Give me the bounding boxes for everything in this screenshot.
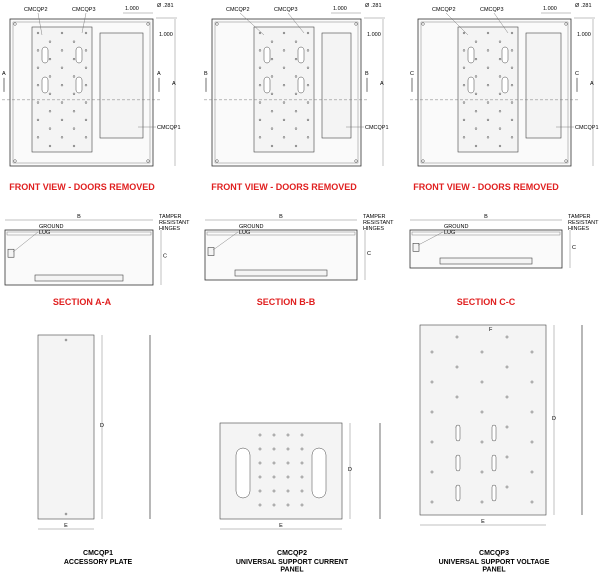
plate-hole bbox=[73, 93, 75, 95]
dim-top-1000: 1.000 bbox=[125, 6, 139, 12]
plate-slot bbox=[76, 77, 82, 93]
label-ground-lug: GROUND LUG bbox=[444, 224, 469, 237]
plate-hole bbox=[511, 32, 513, 34]
plate-slot bbox=[42, 47, 48, 63]
plate-hole bbox=[506, 336, 508, 338]
section-ground-lug-body bbox=[8, 249, 14, 257]
front-view-title: FRONT VIEW - DOORS REMOVED bbox=[211, 182, 357, 192]
dim-width-b: B bbox=[77, 214, 81, 220]
label-tamper-hinges: TAMPER RESISTANT HINGES bbox=[568, 214, 599, 233]
plate-hole bbox=[259, 476, 261, 478]
plate-hole bbox=[481, 471, 483, 473]
plate-hole bbox=[431, 381, 433, 383]
plate-hole bbox=[259, 49, 261, 51]
plate-hole bbox=[283, 67, 285, 69]
plate-hole bbox=[37, 49, 39, 51]
plate-hole bbox=[49, 76, 51, 78]
front-view-title: FRONT VIEW - DOORS REMOVED bbox=[413, 182, 559, 192]
plate-hole bbox=[49, 58, 51, 60]
plate-hole bbox=[37, 102, 39, 104]
plate-cmcqp3 bbox=[420, 325, 582, 574]
label-cmcqp1: CMCQP1 bbox=[365, 125, 389, 131]
plate-hole bbox=[61, 119, 63, 121]
plate-slot bbox=[502, 77, 508, 93]
plate-hole bbox=[271, 58, 273, 60]
plate-hole bbox=[283, 32, 285, 34]
dim-height-d: D bbox=[552, 416, 556, 422]
plate-hole bbox=[283, 119, 285, 121]
plate-slot bbox=[492, 485, 496, 501]
plate-hole bbox=[475, 93, 477, 95]
section-mark-left: A bbox=[2, 70, 6, 77]
plate-hole bbox=[49, 145, 51, 147]
plate-hole bbox=[475, 76, 477, 78]
plate-hole bbox=[85, 67, 87, 69]
plate-hole bbox=[259, 448, 261, 450]
plate-hole bbox=[463, 102, 465, 104]
section-mark-left: C bbox=[410, 70, 414, 77]
plate-hole bbox=[271, 41, 273, 43]
dim-width-b: B bbox=[484, 214, 488, 220]
dim-width-e: E bbox=[481, 519, 485, 525]
plate-hole bbox=[73, 145, 75, 147]
plate-hole bbox=[259, 490, 261, 492]
plate-hole bbox=[273, 476, 275, 478]
mounting-hole bbox=[355, 160, 358, 163]
dim-depth-c: C bbox=[572, 245, 576, 251]
plate-hole bbox=[85, 102, 87, 104]
plate-hole bbox=[287, 504, 289, 506]
plate-hole bbox=[73, 58, 75, 60]
dim-height-d: D bbox=[348, 467, 352, 473]
section-title: SECTION B-B bbox=[256, 297, 316, 307]
plate-hole bbox=[531, 441, 533, 443]
section-ground-lug-body bbox=[413, 243, 419, 251]
plate-hole bbox=[73, 41, 75, 43]
mounting-hole bbox=[422, 160, 425, 163]
dim-width-e: E bbox=[279, 523, 283, 529]
plate-hole bbox=[506, 366, 508, 368]
plate-hole bbox=[283, 102, 285, 104]
dim-width-b: B bbox=[279, 214, 283, 220]
plate-slot bbox=[468, 47, 474, 63]
label-cmcqp3: CMCQP3 bbox=[274, 7, 298, 13]
plate-part-number: CMCQP3 bbox=[479, 550, 509, 557]
plate-hole bbox=[307, 136, 309, 138]
front-view-1 bbox=[2, 3, 181, 192]
plate-name: UNIVERSAL SUPPORT VOLTAGE PANEL bbox=[438, 559, 550, 574]
mounting-hole bbox=[422, 23, 425, 26]
dim-side-1000: 1.000 bbox=[159, 32, 173, 38]
plate-slot bbox=[42, 77, 48, 93]
plate-hole bbox=[487, 136, 489, 138]
plate-hole bbox=[49, 128, 51, 130]
dim-top-1000: 1.000 bbox=[333, 6, 347, 12]
plate-hole bbox=[511, 49, 513, 51]
plate-slot bbox=[298, 47, 304, 63]
plate-hole bbox=[307, 102, 309, 104]
plate-hole bbox=[273, 448, 275, 450]
label-cmcqp1: CMCQP1 bbox=[157, 125, 181, 131]
plate-hole bbox=[307, 49, 309, 51]
dim-height-a: A bbox=[380, 81, 384, 88]
plate-hole bbox=[49, 41, 51, 43]
plate-hole bbox=[61, 32, 63, 34]
plate-hole bbox=[487, 32, 489, 34]
plate-hole bbox=[73, 110, 75, 112]
plate-hole bbox=[271, 128, 273, 130]
plate-hole bbox=[499, 58, 501, 60]
plate-hole bbox=[307, 84, 309, 86]
dim-depth-c: C bbox=[367, 251, 371, 257]
plate-hole bbox=[431, 351, 433, 353]
dim-depth-c: C bbox=[163, 253, 167, 260]
plate-hole bbox=[487, 102, 489, 104]
plate-hole bbox=[287, 434, 289, 436]
plate-hole bbox=[61, 67, 63, 69]
mounting-hole bbox=[355, 23, 358, 26]
plate-hole bbox=[481, 441, 483, 443]
plate-hole bbox=[73, 76, 75, 78]
plate-slot bbox=[456, 425, 460, 441]
section-plate bbox=[35, 275, 123, 281]
plate-hole bbox=[475, 41, 477, 43]
front-view-2 bbox=[204, 3, 389, 192]
plate-hole bbox=[481, 411, 483, 413]
section-mark-right: C bbox=[575, 70, 579, 77]
plate-slot bbox=[492, 425, 496, 441]
plate-hole bbox=[499, 93, 501, 95]
dim-hole-281: Ø .281 bbox=[365, 3, 382, 9]
plate-hole bbox=[431, 441, 433, 443]
mounting-plate bbox=[254, 27, 314, 152]
section-view-3 bbox=[410, 214, 599, 307]
plate-slot bbox=[76, 47, 82, 63]
plate-hole bbox=[456, 396, 458, 398]
plate-slot bbox=[492, 455, 496, 471]
plate-hole bbox=[506, 456, 508, 458]
plate-hole bbox=[487, 49, 489, 51]
mounting-hole bbox=[147, 23, 150, 26]
plate-hole bbox=[301, 476, 303, 478]
plate-hole bbox=[463, 67, 465, 69]
plate-slot bbox=[456, 455, 460, 471]
dim-height-d: D bbox=[100, 423, 104, 429]
plate-hole bbox=[85, 119, 87, 121]
plate-hole bbox=[463, 32, 465, 34]
plate-hole bbox=[85, 32, 87, 34]
plate-hole bbox=[283, 49, 285, 51]
mounting-plate bbox=[32, 27, 92, 152]
plate-hole bbox=[259, 462, 261, 464]
plate-part-number: CMCQP2 bbox=[277, 550, 307, 557]
plate-hole bbox=[37, 84, 39, 86]
plate-slot bbox=[502, 47, 508, 63]
label-tamper-hinges: TAMPER RESISTANT HINGES bbox=[363, 214, 394, 233]
dim-width-e: E bbox=[64, 523, 68, 529]
label-ground-lug: GROUND LUG bbox=[239, 224, 264, 237]
plate-hole bbox=[301, 434, 303, 436]
plate-hole bbox=[481, 351, 483, 353]
plate-hole bbox=[271, 110, 273, 112]
mounting-hole bbox=[216, 23, 219, 26]
plate-hole bbox=[49, 93, 51, 95]
plate-hole bbox=[475, 58, 477, 60]
label-cmcqp2: CMCQP2 bbox=[432, 7, 456, 13]
plate-hole bbox=[487, 84, 489, 86]
plate-hole bbox=[49, 110, 51, 112]
front-view-3 bbox=[410, 3, 599, 192]
plate-hole bbox=[531, 471, 533, 473]
dim-height-a: A bbox=[590, 81, 594, 88]
plate-hole bbox=[295, 41, 297, 43]
dim-side-1000: 1.000 bbox=[367, 32, 381, 38]
plate-hole bbox=[283, 84, 285, 86]
mounting-hole bbox=[565, 160, 568, 163]
plate-slot bbox=[468, 77, 474, 93]
plate-hole bbox=[295, 93, 297, 95]
label-cmcqp3: CMCQP3 bbox=[72, 7, 96, 13]
plate-hole bbox=[531, 411, 533, 413]
plate-hole bbox=[61, 102, 63, 104]
plate-hole bbox=[456, 336, 458, 338]
plate-hole bbox=[85, 136, 87, 138]
plate-hole bbox=[475, 145, 477, 147]
plate-hole bbox=[511, 119, 513, 121]
plate-hole bbox=[259, 32, 261, 34]
plate-hole bbox=[259, 102, 261, 104]
mounting-hole bbox=[565, 23, 568, 26]
plate-name: UNIVERSAL SUPPORT CURRENT PANEL bbox=[235, 559, 349, 574]
plate-hole bbox=[499, 110, 501, 112]
plate-hole bbox=[531, 501, 533, 503]
plate-hole bbox=[273, 490, 275, 492]
label-cmcqp2: CMCQP2 bbox=[24, 7, 48, 13]
plate-hole bbox=[506, 396, 508, 398]
plate-hole bbox=[499, 145, 501, 147]
plate-hole bbox=[85, 49, 87, 51]
plate-hole bbox=[481, 381, 483, 383]
plate-hole bbox=[295, 76, 297, 78]
plate-hole bbox=[301, 462, 303, 464]
plate-slot-left bbox=[236, 448, 250, 498]
plate-hole bbox=[481, 501, 483, 503]
plate-hole bbox=[271, 93, 273, 95]
label-cmcqp1: CMCQP1 bbox=[575, 125, 599, 131]
plate-hole bbox=[273, 434, 275, 436]
mounting-plate bbox=[458, 27, 518, 152]
accessory-plate bbox=[526, 33, 561, 138]
plate-hole bbox=[499, 128, 501, 130]
dim-side-1000: 1.000 bbox=[577, 32, 591, 38]
plate-slot bbox=[456, 485, 460, 501]
plate-hole bbox=[287, 462, 289, 464]
plate-hole bbox=[271, 76, 273, 78]
plate-hole bbox=[259, 504, 261, 506]
plate-hole bbox=[499, 41, 501, 43]
plate-hole bbox=[463, 84, 465, 86]
section-title: SECTION A-A bbox=[52, 297, 112, 307]
label-tamper-hinges: TAMPER RESISTANT HINGES bbox=[159, 214, 190, 233]
plate-hole bbox=[259, 84, 261, 86]
plate-hole bbox=[65, 513, 67, 515]
plate-hole bbox=[487, 119, 489, 121]
mounting-hole bbox=[14, 23, 17, 26]
plate-hole bbox=[287, 448, 289, 450]
plate-hole bbox=[301, 490, 303, 492]
label-ground-lug: GROUND LUG bbox=[39, 224, 64, 237]
dim-top-1000: 1.000 bbox=[543, 6, 557, 12]
dim-mark-f: F bbox=[489, 327, 493, 333]
plate-hole bbox=[259, 67, 261, 69]
plate-hole bbox=[301, 504, 303, 506]
plate-hole bbox=[475, 128, 477, 130]
label-cmcqp3: CMCQP3 bbox=[480, 7, 504, 13]
plate-hole bbox=[431, 471, 433, 473]
dim-height-a: A bbox=[172, 81, 176, 88]
section-plate bbox=[235, 270, 327, 276]
plate-hole bbox=[511, 84, 513, 86]
plate-part-number: CMCQP1 bbox=[83, 550, 113, 557]
section-plate bbox=[440, 258, 532, 264]
plate-hole bbox=[283, 136, 285, 138]
plate-hole bbox=[295, 128, 297, 130]
section-mark-right: B bbox=[365, 70, 369, 77]
plate-hole bbox=[506, 486, 508, 488]
plate-slot bbox=[264, 47, 270, 63]
plate-hole bbox=[37, 136, 39, 138]
plate-hole bbox=[273, 504, 275, 506]
plate-cmcqp1 bbox=[38, 335, 150, 566]
plate-cmcqp2 bbox=[220, 423, 380, 574]
plate-slot-right bbox=[312, 448, 326, 498]
accessory-plate bbox=[100, 33, 143, 138]
plate-hole bbox=[499, 76, 501, 78]
plate-hole bbox=[287, 476, 289, 478]
section-mark-right: A bbox=[157, 70, 161, 77]
plate-hole bbox=[287, 490, 289, 492]
section-view-1 bbox=[5, 214, 190, 307]
plate-hole bbox=[73, 128, 75, 130]
section-view-2 bbox=[205, 214, 394, 307]
plate-hole bbox=[307, 67, 309, 69]
mounting-hole bbox=[216, 160, 219, 163]
plate-hole bbox=[37, 119, 39, 121]
plate-hole bbox=[431, 411, 433, 413]
plate-hole bbox=[259, 136, 261, 138]
plate-hole bbox=[259, 119, 261, 121]
plate-slot bbox=[298, 77, 304, 93]
plate-hole bbox=[475, 110, 477, 112]
plate-outline bbox=[38, 335, 94, 519]
plate-hole bbox=[295, 58, 297, 60]
plate-hole bbox=[61, 136, 63, 138]
plate-hole bbox=[487, 67, 489, 69]
plate-hole bbox=[463, 136, 465, 138]
plate-hole bbox=[295, 110, 297, 112]
plate-hole bbox=[37, 32, 39, 34]
section-ground-lug-body bbox=[208, 248, 214, 256]
plate-hole bbox=[511, 136, 513, 138]
plate-hole bbox=[431, 501, 433, 503]
plate-hole bbox=[37, 67, 39, 69]
plate-hole bbox=[511, 102, 513, 104]
plate-hole bbox=[259, 434, 261, 436]
plate-hole bbox=[463, 119, 465, 121]
plate-hole bbox=[456, 366, 458, 368]
plate-slot bbox=[264, 77, 270, 93]
plate-hole bbox=[295, 145, 297, 147]
plate-hole bbox=[61, 49, 63, 51]
plate-hole bbox=[273, 462, 275, 464]
plate-hole bbox=[307, 32, 309, 34]
label-cmcqp2: CMCQP2 bbox=[226, 7, 250, 13]
plate-hole bbox=[301, 448, 303, 450]
plate-hole bbox=[61, 84, 63, 86]
plate-hole bbox=[65, 339, 67, 341]
plate-hole bbox=[463, 49, 465, 51]
plate-hole bbox=[85, 84, 87, 86]
dim-hole-281: Ø .281 bbox=[575, 3, 592, 9]
dim-hole-281: Ø .281 bbox=[157, 3, 174, 9]
plate-hole bbox=[506, 426, 508, 428]
section-mark-left: B bbox=[204, 70, 208, 77]
mounting-hole bbox=[147, 160, 150, 163]
plate-outline bbox=[420, 325, 546, 515]
plate-hole bbox=[511, 67, 513, 69]
section-title: SECTION C-C bbox=[456, 297, 516, 307]
plate-hole bbox=[307, 119, 309, 121]
plate-name: ACCESSORY PLATE bbox=[63, 559, 133, 566]
front-view-title: FRONT VIEW - DOORS REMOVED bbox=[9, 182, 155, 192]
plate-hole bbox=[531, 351, 533, 353]
plate-hole bbox=[271, 145, 273, 147]
plate-hole bbox=[531, 381, 533, 383]
mounting-hole bbox=[14, 160, 17, 163]
accessory-plate bbox=[322, 33, 351, 138]
